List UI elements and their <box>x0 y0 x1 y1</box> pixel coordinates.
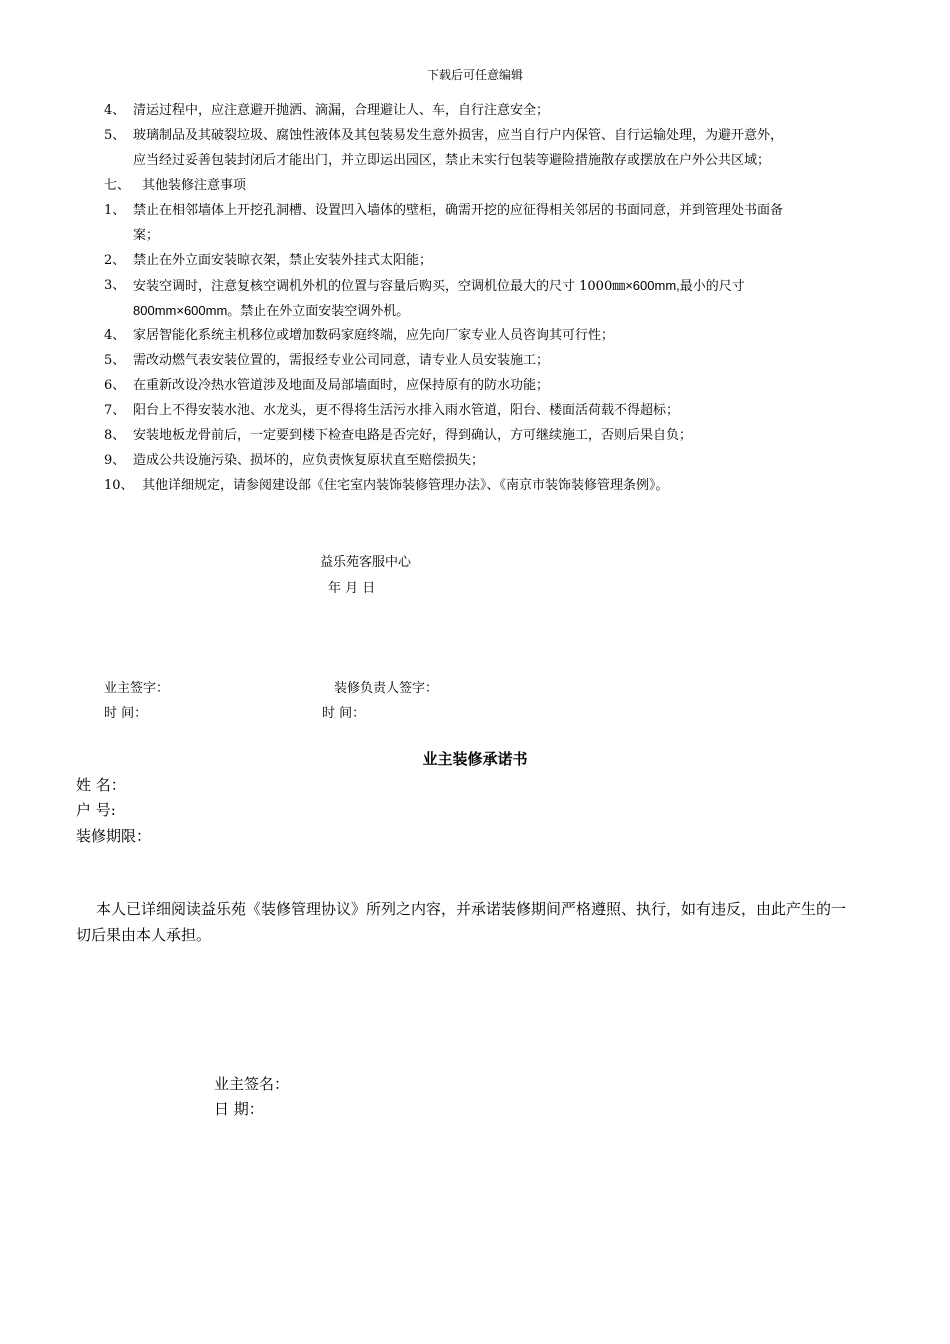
item-text: 家居智能化系统主机移位或增加数码家庭终端，应先向厂家专业人员咨询其可行性； <box>133 328 615 343</box>
item-text: 需改动燃气表安装位置的，需报经专业公司同意，请专业人员安装施工； <box>133 353 550 368</box>
unit-label: 户 号: <box>76 801 116 819</box>
item-text-part: 800mm×600mm <box>133 303 228 318</box>
item-number: 6、 <box>104 378 126 393</box>
item-text: 造成公共设施污染、损坏的，应负责恢复原状直至赔偿损失； <box>133 453 485 468</box>
item-number: 5、 <box>104 353 126 368</box>
item-text: 清运过程中，应注意避开抛洒、滴漏，合理避让人、车，自行注意安全； <box>133 103 550 118</box>
item-text: 禁止在外立面安装晾衣架，禁止安装外挂式太阳能； <box>133 253 433 268</box>
item-text-continued <box>133 298 409 324</box>
item-number: 4、 <box>104 103 126 118</box>
item-text-continued: 应当经过妥善包装封闭后才能出门，并立即运出园区，禁止未实行包装等避险措施散存或摆放在户外公共区域； <box>133 153 771 168</box>
item-number: 5、 <box>104 128 126 143</box>
manager-time-label: 时 间： <box>322 706 366 721</box>
period-label: 装修期限： <box>76 827 152 845</box>
item-text-continued: 案； <box>133 228 160 243</box>
item-text: 其他详细规定，请参阅建设部《住宅室内装饰装修管理办法》、《南京市装饰装修管理条例》。 <box>142 478 669 493</box>
name-label: 姓 名： <box>76 776 126 794</box>
item-text: 禁止在相邻墙体上开挖孔洞槽、设置凹入墙体的壁柜，确需开挖的应征得相关邻居的书面同意，并到管理处书面备 <box>133 203 784 218</box>
owner-sign-label: 业主签字： <box>104 681 170 696</box>
item-text: 在重新改设冷热水管道涉及地面及局部墙面时，应保持原有的防水功能； <box>133 378 550 393</box>
owner-time-label: 时 间： <box>104 706 148 721</box>
item-text-part: ×600mm,最小的尺寸 <box>625 278 745 293</box>
issuer-date: 年 月 日 <box>328 581 376 596</box>
item-number: 7、 <box>104 403 126 418</box>
item-number: 9、 <box>104 453 126 468</box>
pledge-body: 本人已详细阅读益乐苑《装修管理协议》所列之内容，并承诺装修期间严格遵照、执行，如有违反，由此产生的一切后果由本人承担。 <box>76 900 847 944</box>
item-number: 3、 <box>104 278 126 293</box>
page-header: 下载后可任意编辑 <box>426 68 523 82</box>
item-number: 2、 <box>104 253 126 268</box>
item-number: 1、 <box>104 203 126 218</box>
item-text: 安装地板龙骨前后，一定要到楼下检查电路是否完好，得到确认，方可继续施工，否则后果自负； <box>133 428 693 443</box>
item-number: 4、 <box>104 328 126 343</box>
manager-sign-label: 装修负责人签字： <box>334 681 439 696</box>
section-title: 其他装修注意事项 <box>142 178 247 193</box>
section-number: 七、 <box>104 178 131 193</box>
item-number: 8、 <box>104 428 126 443</box>
item-number: 10、 <box>104 478 134 493</box>
pledge-title: 业主装修承诺书 <box>422 750 528 768</box>
item-text: 玻璃制品及其破裂垃圾、腐蚀性液体及其包装易发生意外损害，应当自行户内保管、自行运输处理，为避开意外， <box>133 128 784 143</box>
date-label: 日 期： <box>214 1100 264 1118</box>
item-text: 阳台上不得安装水池、水龙头，更不得将生活污水排入雨水管道，阳台、楼面活荷载不得超标； <box>133 403 680 418</box>
item-text <box>133 273 745 299</box>
item-text-part: 安装空调时，注意复核空调机外机的位置与容量后购买，空调机位最大的尺寸 1000㎜ <box>133 279 626 294</box>
issuer-name: 益乐苑客服中心 <box>320 555 412 570</box>
owner-signature-label: 业主签名： <box>214 1075 290 1093</box>
item-text-part: 。禁止在外立面安装空调外机。 <box>227 304 410 319</box>
